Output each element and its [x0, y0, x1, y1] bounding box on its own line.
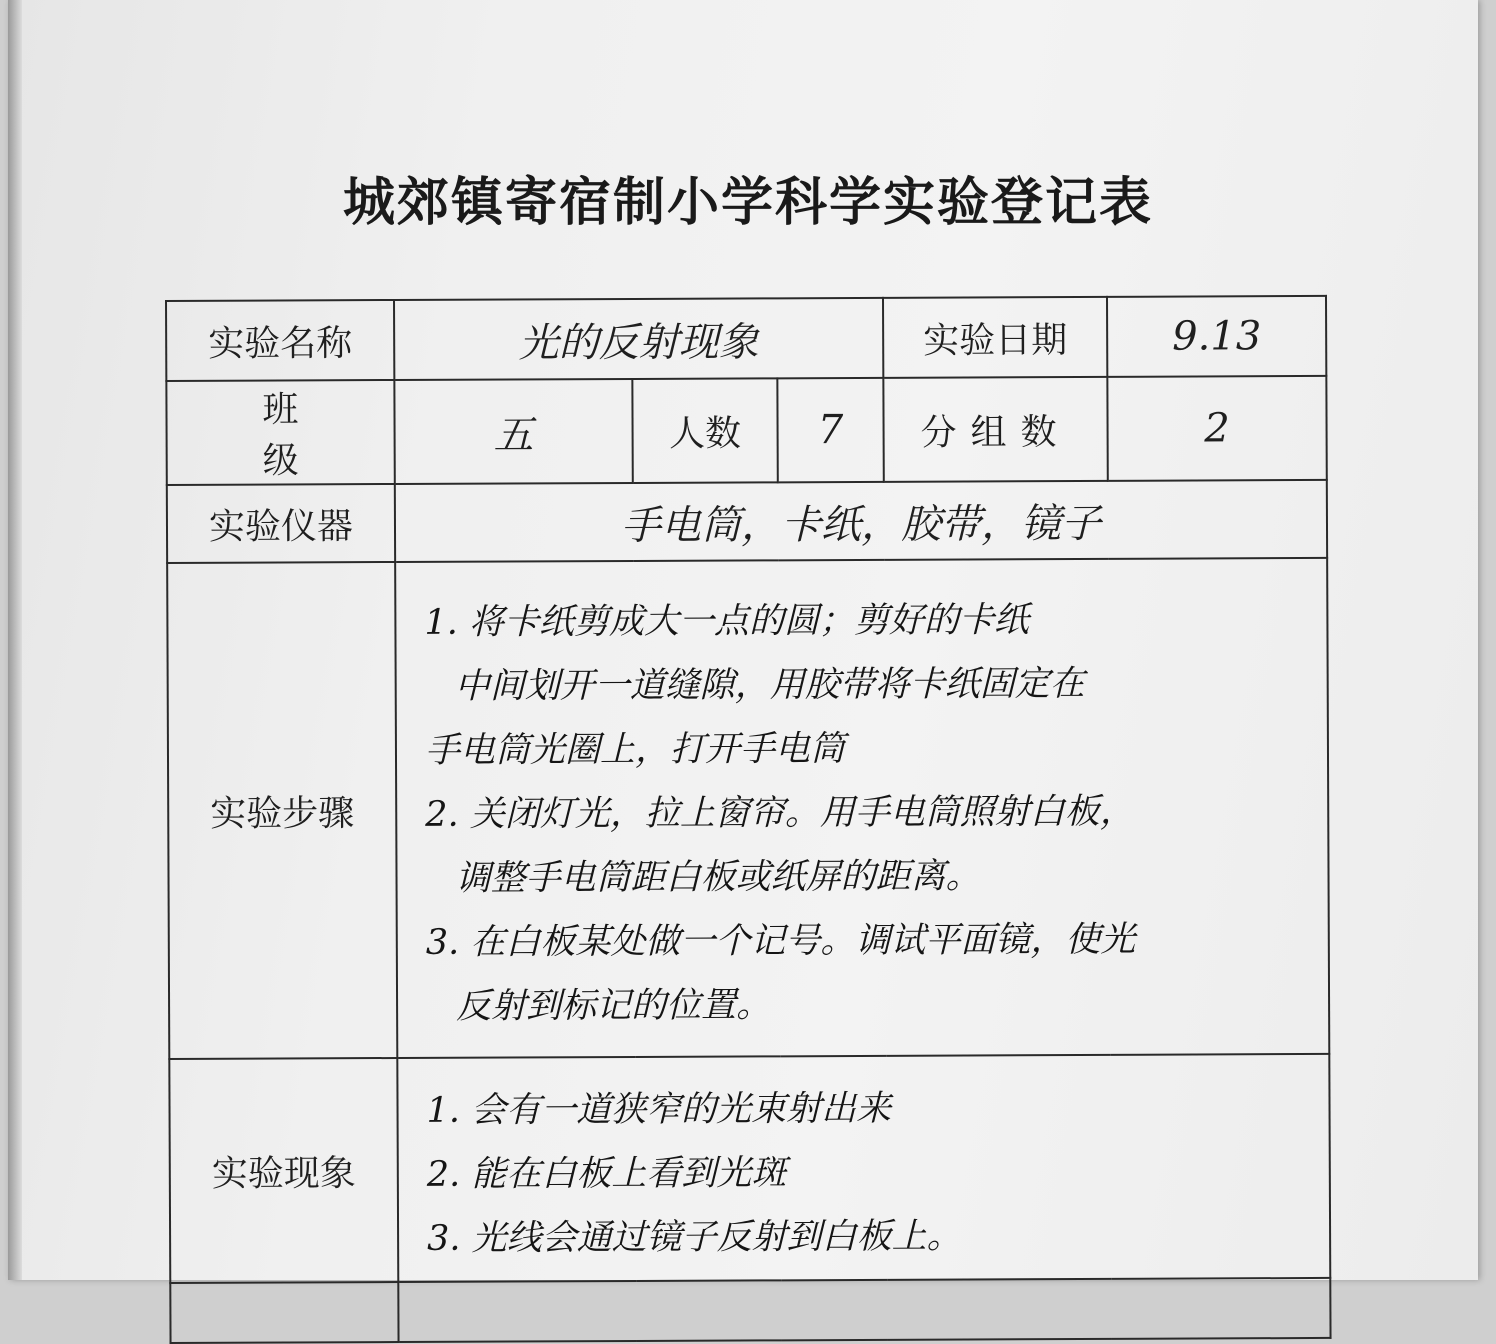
row-steps — [167, 558, 1329, 1059]
value-class: 五 — [394, 379, 632, 484]
step-line: 手电筒光圈上，打开手电筒 — [424, 729, 846, 771]
phenomenon-line: 1. 会有一道狭窄的光束射出来 — [426, 1088, 892, 1131]
value-experiment-date: 9.13 — [1107, 296, 1326, 377]
label-experiment-date: 实验日期 — [883, 297, 1107, 378]
step-line: 3. 在白板某处做一个记号。调试平面镜，使光 — [425, 919, 1136, 963]
step-line: 中间划开一道缝隙，用胶带将卡纸固定在 — [454, 663, 1085, 707]
label-equipment: 实验仪器 — [167, 484, 395, 563]
label-groups: 分组数 — [883, 377, 1107, 482]
empty-label-cell — [170, 1282, 398, 1343]
row-empty — [170, 1278, 1330, 1343]
value-people: 7 — [777, 378, 883, 482]
phenomena-content — [397, 1054, 1330, 1282]
phenomenon-line: 2. 能在白板上看到光斑 — [426, 1153, 787, 1195]
label-experiment-name: 实验名称 — [166, 300, 394, 381]
row-name-date — [166, 296, 1326, 381]
label-class: 班级 — [166, 380, 394, 485]
form-title: 城郊镇寄宿制小学科学实验登记表 — [342, 173, 1153, 233]
value-experiment-name: 光的反射现象 — [394, 298, 883, 380]
row-phenomena — [169, 1054, 1330, 1283]
label-steps: 实验步骤 — [167, 562, 397, 1059]
step-line: 调整手电筒距白板或纸屏的距离。 — [455, 856, 981, 899]
registration-table — [165, 295, 1332, 1344]
step-line: 1. 将卡纸剪成大一点的圆；剪好的卡纸 — [424, 600, 1030, 643]
steps-content — [395, 558, 1329, 1058]
empty-content-cell — [398, 1278, 1330, 1342]
step-line: 2. 关闭灯光，拉上窗帘。用手电筒照射白板， — [425, 791, 1135, 835]
row-class-people-groups — [166, 376, 1326, 485]
label-phenomena: 实验现象 — [169, 1058, 398, 1283]
label-people: 人数 — [632, 378, 777, 483]
phenomenon-line: 3. 光线会通过镜子反射到白板上。 — [427, 1216, 962, 1259]
step-line: 反射到标记的位置。 — [455, 985, 772, 1027]
value-groups: 2 — [1107, 376, 1326, 481]
row-equipment — [167, 480, 1327, 563]
value-equipment: 手电筒，卡纸，胶带，镜子 — [395, 480, 1327, 562]
